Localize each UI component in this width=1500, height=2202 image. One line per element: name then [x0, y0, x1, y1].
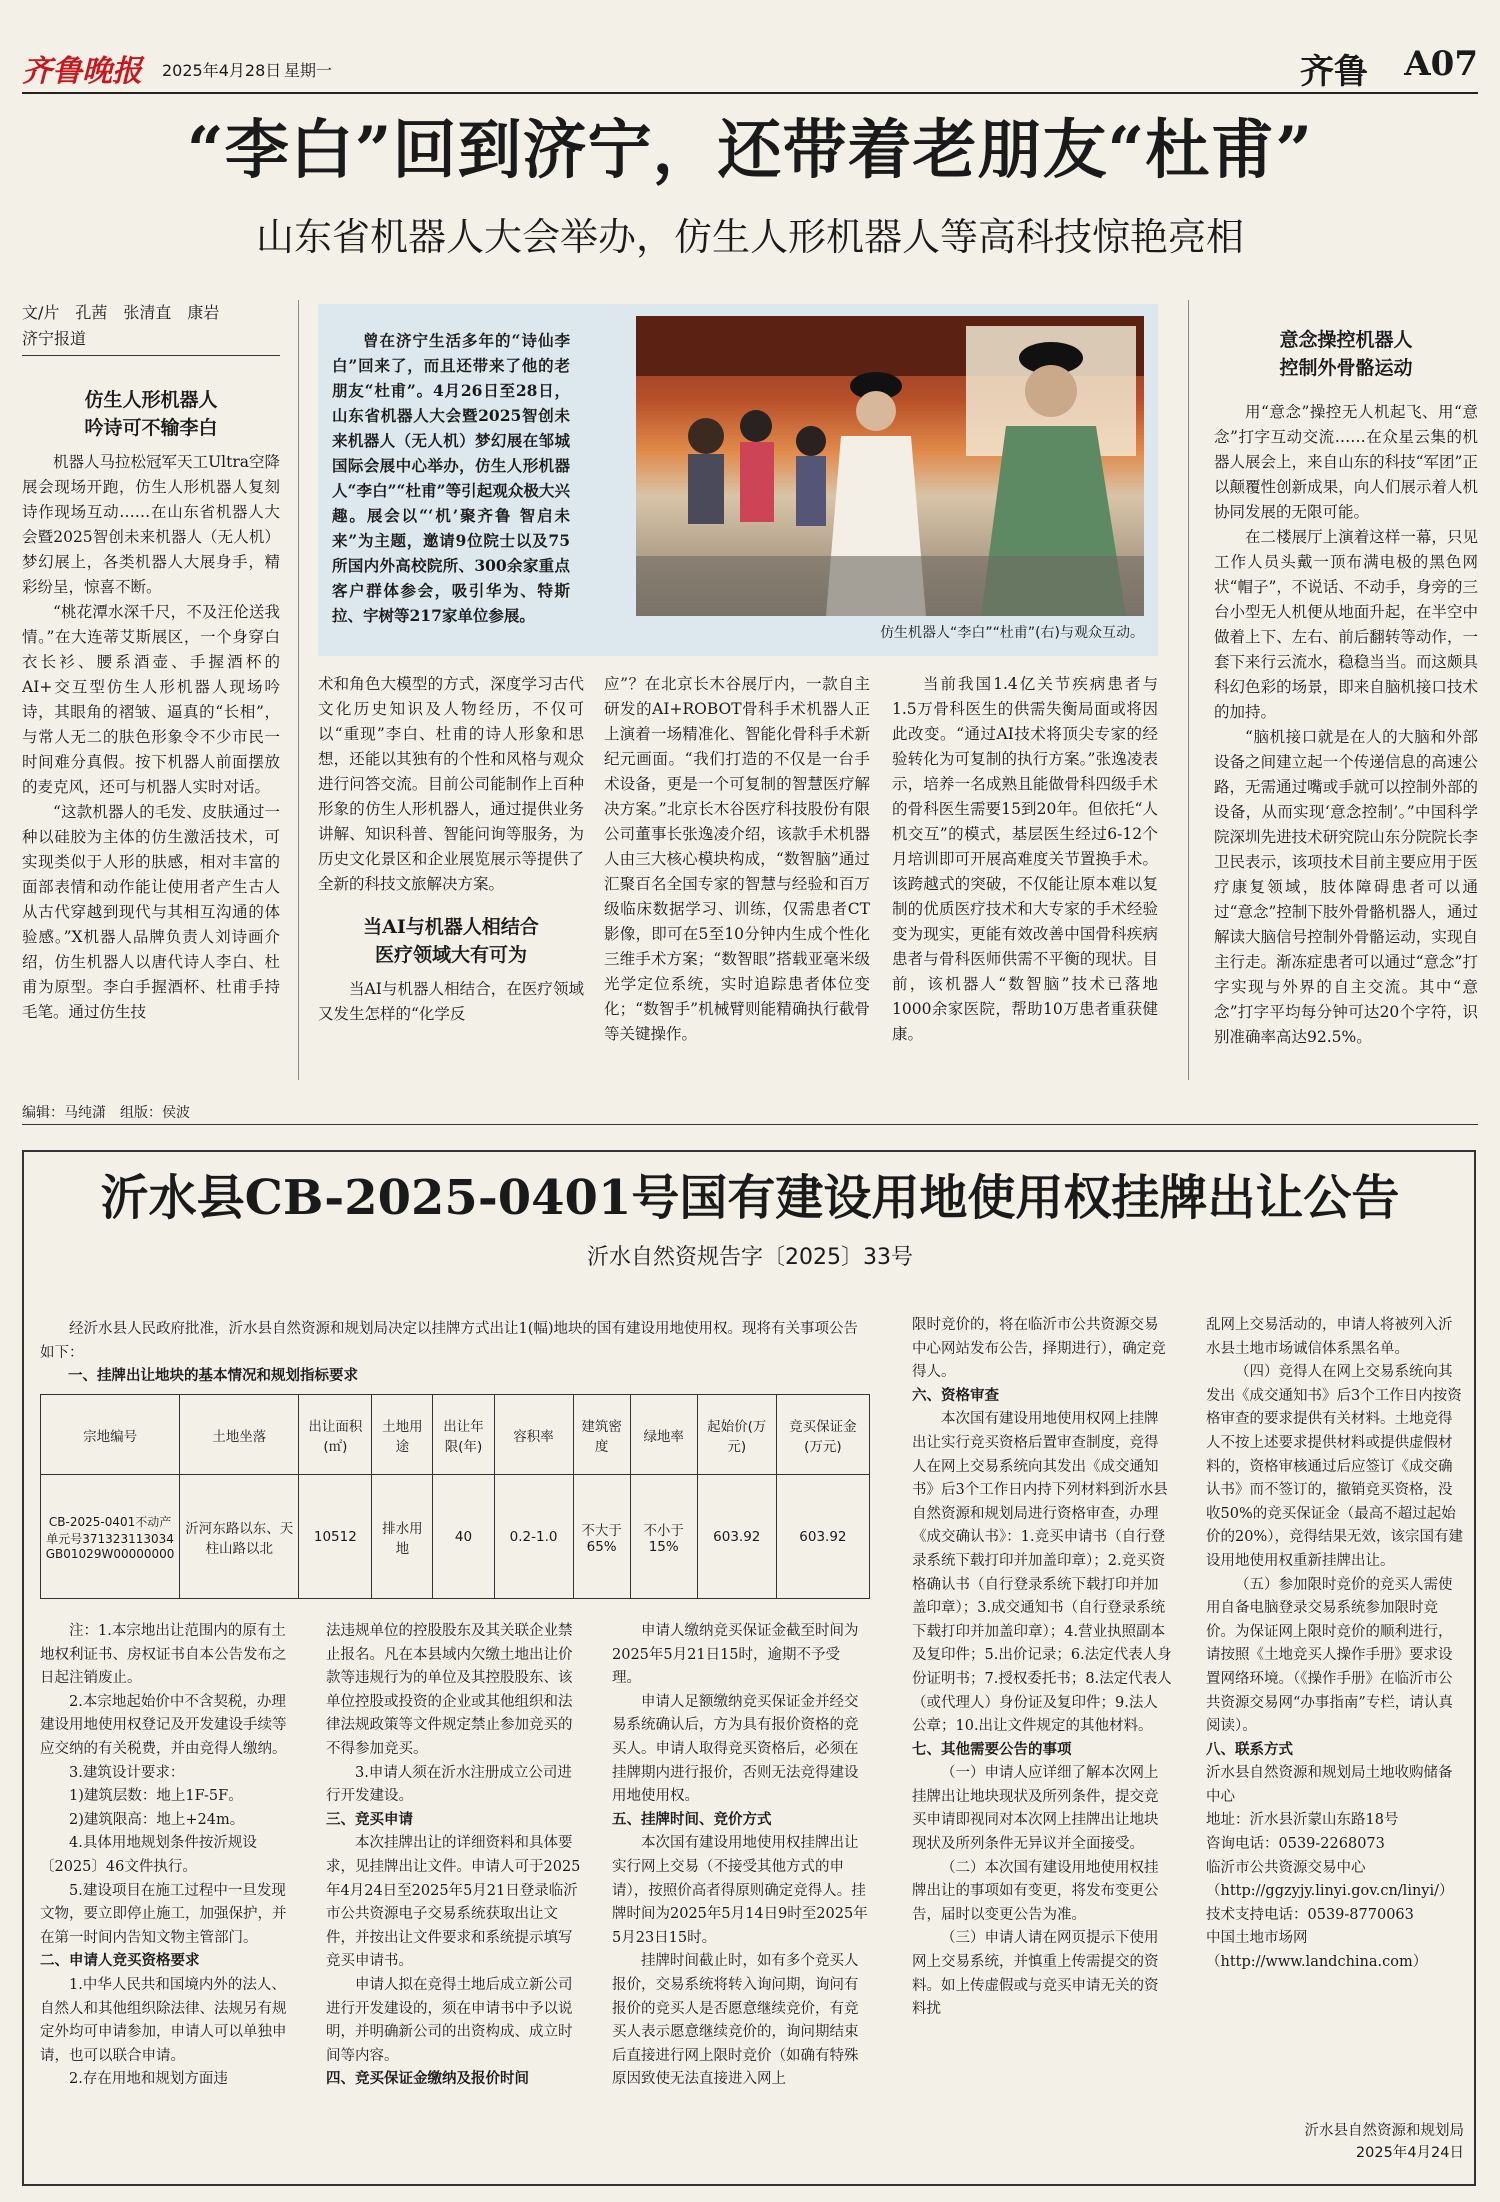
- notice-paragraph: 本次挂牌出让的详细资料和具体要求，见挂牌出让文件。申请人可于2025年4月24日至2025年5月21日登录临沂市公共资源电子交易系统获取出让文件，并按出让文件要求和系统提示填写竞买申请书。: [326, 1835, 581, 1970]
- notice-paragraph: 3.建筑设计要求：: [69, 1764, 185, 1781]
- brand-logo: 齐鲁晚报: [22, 54, 142, 89]
- notice-paragraph: （四）竞得人在网上交易系统向其发出《成交通知书》后3个工作日内按资格审查的要求提供有关材料。土地竞得人不按上述要求提供材料或提供虚假材料的，资格审核通过后应签订《成交确认书》而不签订的，撤销竞买资格，没收50%的竞买保证金（最高不超过起始价的20%），竞得结果无效，该宗国有建设用地使用权重新挂牌出让。: [1206, 1364, 1463, 1569]
- notice-section-1: 一、挂牌出让地块的基本情况和规划指标要求: [68, 1368, 358, 1385]
- notice-column-3: [612, 1620, 868, 2165]
- table-cell: 排水用地: [372, 1475, 433, 1599]
- notice-paragraph: 2.本宗地起始价中不含契税，办理建设用地使用权登记及开发建设手续等应交纳的有关税费，并由竞得人缴纳。: [40, 1693, 287, 1757]
- notice-column-5: [1206, 1314, 1464, 2114]
- article-photo: [636, 316, 1144, 616]
- section-rule: [22, 1124, 1478, 1125]
- notice-paragraph: 地址：沂水县沂蒙山东路18号: [1206, 1812, 1399, 1829]
- notice-column-2: [326, 1620, 582, 2165]
- byline: [22, 300, 280, 356]
- table-header: 绿地率: [630, 1395, 697, 1475]
- article-title: “李白”回到济宁，还带着老朋友“杜甫”: [186, 113, 1314, 188]
- notice-paragraph: （二）本次国有建设用地使用权挂牌出让的事项如有变更，将发布变更公告，届时以变更公告为准。: [912, 1859, 1159, 1923]
- table-cell: 不大于65%: [573, 1475, 630, 1599]
- table-cell: CB-2025-0401不动产单元号371323113034GB01029W00000000: [41, 1475, 180, 1599]
- photo-caption: 仿生机器人“李白”“杜甫”(右)与观众互动。: [880, 625, 1144, 641]
- land-parcel-table: [40, 1394, 870, 1599]
- notice-column-1: [40, 1620, 296, 2165]
- table-header: 竞买保证金(万元): [776, 1395, 869, 1475]
- paragraph: “脑机接口就是在人的大脑和外部设备之间建立起一个传递信息的高速公路，无需通过嘴或手就可以控制外部的设备，从而实现‘意念控制’。”中国科学院深圳先进技术研究院山东分院院长李卫民表示，该项技术目前主要应用于医疗康复领域，肢体障碍患者可以通过“意念”控制下肢外骨骼机器人，通过解读大脑信号控制外骨骼运动，实现自主行走。渐冻症患者可以通过“意念”打字实现与外界的自主交流。其中“意念”打字平均每分钟可达20个字符，识别准确率高达92.5%。: [1214, 728, 1478, 1046]
- notice-paragraph: 1.中华人民共和国境内外的法人、自然人和其他组织除法律、法规另有规定外均可申请参加，申请人可以单独申请，也可以联合申请。: [40, 1976, 287, 2064]
- article-subtitle: 山东省机器人大会举办，仿生人形机器人等高科技惊艳亮相: [255, 215, 1244, 259]
- notice-column-4: [912, 1314, 1172, 2166]
- notice-section-heading: 六、资格审查: [912, 1387, 999, 1404]
- table-header-row: [41, 1395, 870, 1475]
- notice-paragraph: 法违规单位的控股股东及其关联企业禁止报名。凡在本县域内欠缴土地出让价款等违规行为的单位及其控股股东、该单位控股或投资的企业或其他组织和法律法规政策等文件规定禁止参加竞买的不得参加竞买。: [326, 1623, 573, 1757]
- notice-paragraph: 挂牌时间截止时，如有多个竞买人报价，交易系统将转入询问期，询问有报价的竞买人是否愿意继续竞价，有竞买人表示愿意继续竞价的，询问期结束后直接进行网上限时竞价（如确有特殊原因致使无法直接进入网上: [612, 1953, 859, 2088]
- paragraph: “这款机器人的毛发、皮肤通过一种以硅胶为主体的仿生激活技术，可实现类似于人形的肤感，相对丰富的面部表情和动作能让使用者产生古人从古代穿越到现代与其相互沟通的体验感。”X机器人品牌负责人刘诗画介绍，仿生机器人以唐代诗人李白、杜甫为原型。李白手握酒杯、杜甫手持毛笔。通过仿生技: [22, 803, 280, 1021]
- notice-paragraph: 咨询电话：0539-2268073: [1206, 1836, 1385, 1853]
- notice-paragraph: （五）参加限时竞价的竞买人需使用自备电脑登录交易系统参加限时竞价。为保证网上限时竞价的顺利进行，请按照《土地竞买人操作手册》要求设置网络环境。（《操作手册》在临沂市公共资源交易网“办事指南”专栏，请认真阅读）。: [1206, 1576, 1453, 1735]
- notice-paragraph: 2)建筑限高：地上+24m。: [69, 1811, 245, 1828]
- table-cell: 603.92: [697, 1475, 776, 1599]
- table-header: 出让面积(㎡): [299, 1395, 372, 1475]
- paragraph: 机器人马拉松冠军天工Ultra空降展会现场开跑，仿生人形机器人复刻诗作现场互动……在山东省机器人大会暨2025智创未来机器人（无人机）梦幻展上，各类机器人大展身手，精彩纷呈，惊喜不断。: [22, 453, 280, 596]
- table-header: 土地用途: [372, 1395, 433, 1475]
- notice-paragraph: 申请人缴纳竞买保证金截至时间为2025年5月21日15时，逾期不予受理。: [612, 1623, 859, 1687]
- notice-section-heading: 四、竞买保证金缴纳及报价时间: [326, 2071, 529, 2088]
- table-cell: 40: [433, 1475, 494, 1599]
- table-header: 起始价(万元): [697, 1395, 776, 1475]
- editor-credit: 编辑：马纯潇 组版：侯波: [22, 1105, 190, 1121]
- table-row: [41, 1475, 870, 1599]
- paragraph: 在二楼展厅上演着这样一幕，只见工作人员头戴一顶布满电极的黑色网状“帽子”，不说话、不动手，身旁的三台小型无人机便从地面升起，在半空中做着上下、左右、前后翻转等动作，一套下来行云流水，稳稳当当。而这颇具科幻色彩的场景，即来自脑机接口技术的加持。: [1214, 528, 1478, 721]
- table-cell: 0.2-1.0: [494, 1475, 573, 1599]
- notice-section-heading: 二、申请人竞买资格要求: [40, 1953, 200, 1970]
- column-divider: [298, 300, 299, 1080]
- notice-paragraph: 4.具体用地规划条件按沂规设〔2025〕46文件执行。: [40, 1835, 257, 1875]
- notice-title: 沂水县CB-2025-0401号国有建设用地使用权挂牌出让公告: [100, 1170, 1400, 1226]
- notice-intro: [40, 1318, 870, 1389]
- notice-paragraph: 技术支持电话：0539-8770063: [1206, 1906, 1414, 1923]
- header-rule: [22, 92, 1478, 94]
- issue-date: 2025年4月28日: [162, 61, 282, 80]
- notice-paragraph: 申请人足额缴纳竞买保证金并经交易系统确认后，方为具有报价资格的竞买人。申请人取得竞买资格后，必须在挂牌期内进行报价，否则无法竞得建设用地使用权。: [612, 1693, 859, 1805]
- lead-box: [318, 304, 1158, 656]
- article-column-3: [604, 672, 870, 1084]
- column5-heading: 意念操控机器人 控制外骨骼运动: [1279, 329, 1413, 379]
- byline-location: 济宁报道: [22, 329, 87, 348]
- byline-authors: 文/片 孔茜 张清直 康岩: [22, 303, 220, 322]
- table-cell: 10512: [299, 1475, 372, 1599]
- article-column-2: [318, 672, 584, 1084]
- notice-paragraph: 沂水县自然资源和规划局土地收购储备中心: [1206, 1765, 1453, 1805]
- table-cell: 不小于15%: [630, 1475, 697, 1599]
- lead-text: 曾在济宁生活多年的“诗仙李白”回来了，而且还带来了他的老朋友“杜甫”。4月26日至28日，山东省机器人大会暨2025智创未来机器人（无人机）梦幻展在邹城国际会展中心举办，仿生人形机器人“李白”“杜甫”等引起观众极大兴趣。展会以“‘机’聚齐鲁 智启未来”为主题，邀请9位院士以及75所国内外高校院所、300余家重点客户群体参会，吸引华为、特斯拉、宇树等217家单位参展。: [332, 331, 570, 625]
- article-column-5: [1214, 320, 1478, 1082]
- masthead: [22, 44, 1478, 92]
- section-name: 齐鲁: [1300, 52, 1368, 92]
- sign-date: 2025年4月24日: [1355, 2145, 1464, 2161]
- notice-paragraph: 注：1.本宗地出让范围内的原有土地权利证书、房权证书自本公告发布之日起注销废止。: [40, 1623, 287, 1687]
- notice-section-heading: 八、联系方式: [1206, 1741, 1293, 1758]
- notice-paragraph: 乱网上交易活动的，申请人将被列入沂水县土地市场诚信体系黑名单。: [1206, 1317, 1453, 1357]
- signer-name: 沂水县自然资源和规划局: [1304, 2123, 1464, 2139]
- table-header: 土地坐落: [180, 1395, 299, 1475]
- notice-section-heading: 三、竞买申请: [326, 1811, 413, 1828]
- page-number: A07: [1404, 44, 1478, 84]
- notice-paragraph: 1)建筑层数：地上1F-5F。: [69, 1788, 243, 1805]
- notice-signature: [1206, 2120, 1464, 2164]
- notice-section-heading: 七、其他需要公告的事项: [912, 1741, 1072, 1758]
- notice-paragraph: （一）申请人应详细了解本次网上挂牌出让地块现状及所列条件，提交竞买申请即视同对本次网上挂牌出让地块现状及所列条件无异议并全面接受。: [912, 1765, 1159, 1853]
- notice-section-heading: 五、挂牌时间、竞价方式: [612, 1811, 772, 1828]
- table-cell: 603.92: [776, 1475, 869, 1599]
- paragraph: 应”？在北京长木谷展厅内，一款自主研发的AI+ROBOT骨科手术机器人正上演着一场精准化、智能化骨科手术新纪元画面。“我们打造的不仅是一台手术设备，更是一个可复制的智慧医疗解决方案。”北京长木谷医疗科技股份有限公司董事长张逸凌介绍，该款手术机器人由三大核心模块构成，“数智脑”通过汇聚百名全国专家的智慧与经验和百万级临床数据学习、训练，仅需患者CT影像，即可在5至10分钟内生成个性化三维手术方案；“数智眼”搭载亚毫米级光学定位系统，实时追踪患者体位变化；“数智手”机械臂则能精确执行截骨等关键操作。: [604, 675, 870, 1043]
- table-header: 容积率: [494, 1395, 573, 1475]
- notice-paragraph: （三）申请人请在网页提示下使用网上交易系统，并慎重上传需提交的资料。如上传虚假或与竞买申请无关的资料扰: [912, 1930, 1159, 2018]
- article-column-1: [22, 380, 280, 1080]
- table-header: 宗地编号: [41, 1395, 180, 1475]
- paragraph: 当前我国1.4亿关节疾病患者与1.5万骨科医生的供需失衡局面或将因此改变。“通过AI技术将顶尖专家的经验转化为可复制的执行方案。”张逸凌表示，培养一名成熟且能做骨科四级手术的骨科医生需要15到20年。但依托“人机交互”的模式，基层医生经过6-12个月培训即可开展高难度关节置换手术。该跨越式的突破，不仅能让原本难以复制的优质医疗技术和大专家的手术经验变为现实，更能有效改善中国骨科疾病患者与骨科医师供需不平衡的现状。目前，该机器人“数智脑”技术已落地1000余家医院，帮助10万患者重获健康。: [892, 675, 1158, 1043]
- notice-paragraph: 本次国有建设用地使用权挂牌出让实行网上交易（不接受其他方式的申请），按照价高者得原则确定竞得人。挂牌时间为2025年5月14日9时至2025年5月23日15时。: [612, 1835, 868, 1946]
- table-header: 建筑密度: [573, 1395, 630, 1475]
- table-cell: 沂河东路以东、天柱山路以北: [180, 1475, 299, 1599]
- notice-paragraph: 5.建设项目在施工过程中一旦发现文物，要立即停止施工，加强保护，并在第一时间内告知文物主管部门。: [40, 1882, 287, 1946]
- paragraph: “桃花潭水深千尺，不及汪伦送我情。”在大连蒂艾斯展区，一个身穿白衣长衫、腰系酒壶、手握酒杯的AI+交互型仿生人形机器人现场吟诗，其眼角的褶皱、逼真的“长相”，与常人无二的肤色形象令不少市民一时间难分真假。按下机器人前面摆放的麦克风，还可与机器人实时对话。: [22, 603, 280, 796]
- notice-paragraph: 2.存在用地和规划方面违: [69, 2071, 228, 2088]
- notice-paragraph: 中国土地市场网（http://www.landchina.com）: [1206, 1930, 1428, 1971]
- paragraph: 术和角色大模型的方式，深度学习古代文化历史知识及人物经历，不仅可以“重现”李白、杜甫的诗人形象和思想，还能以其独有的个性和风格与观众进行问答交流。目前公司能制作上百种形象的仿生人形机器人，通过提供业务讲解、知识科普、智能问询等服务，为历史文化景区和企业展览展示等提供了全新的科技文旅解决方案。: [318, 675, 584, 893]
- issue-weekday: 星期一: [284, 61, 333, 80]
- notice-intro-text: 经沂水县人民政府批准，沂水县自然资源和规划局决定以挂牌方式出让1(幅)地块的国有建设用地使用权。现将有关事项公告如下：: [40, 1321, 859, 1361]
- article-column-4: [892, 672, 1158, 1084]
- column2-heading: 当AI与机器人相结合 医疗领域大有可为: [363, 916, 539, 966]
- notice-docno: 沂水自然资规告字〔2025〕33号: [587, 1245, 913, 1270]
- notice-paragraph: 临沂市公共资源交易中心（http://ggzyjy.linyi.gov.cn/linyi/）: [1206, 1859, 1454, 1900]
- robot-figures-illustration: [636, 316, 1144, 616]
- notice-paragraph: 限时竞价的，将在临沂市公共资源交易中心网站发布公告，择期进行），确定竞得人。: [912, 1317, 1166, 1381]
- column1-heading: 仿生人形机器人 吟诗可不输李白: [84, 389, 218, 439]
- column-divider: [1188, 300, 1189, 1080]
- paragraph: 当AI与机器人相结合，在医疗领域又发生怎样的“化学反: [318, 980, 584, 1023]
- notice-paragraph: 3.申请人须在沂水注册成立公司进行开发建设。: [326, 1764, 572, 1805]
- table-header: 出让年限(年): [433, 1395, 494, 1475]
- paragraph: 用“意念”操控无人机起飞、用“意念”打字互动交流……在众星云集的机器人展会上，来自山东的科技“军团”正以颠覆性创新成果，向人们展示着人机协同发展的无限可能。: [1214, 403, 1478, 521]
- notice-paragraph: 申请人拟在竞得土地后成立新公司进行开发建设的，须在申请书中予以说明，并明确新公司的出资构成、成立时间等内容。: [326, 1976, 573, 2064]
- notice-paragraph: 本次国有建设用地使用权网上挂牌出让实行竞买资格后置审查制度，竞得人在网上交易系统向其发出《成交通知书》后3个工作日内持下列材料到沂水县自然资源和规划局进行资格审查，办理《成交确认书》：1.竞买申请书（自行登录系统下载打印并加盖印章）；2.竞买资格确认书（自行登录系统下载打印并加盖印章）；3.成交通知书（自行登录系统下载打印并加盖印章）；4.营业执照副本及复印件；5.出价记录；6.法定代表人身份证明书；7.授权委托书；8.法定代表人（或代理人）身份证及复印件；9.法人公章；10.出让文件规定的其他材料。: [912, 1411, 1172, 1735]
